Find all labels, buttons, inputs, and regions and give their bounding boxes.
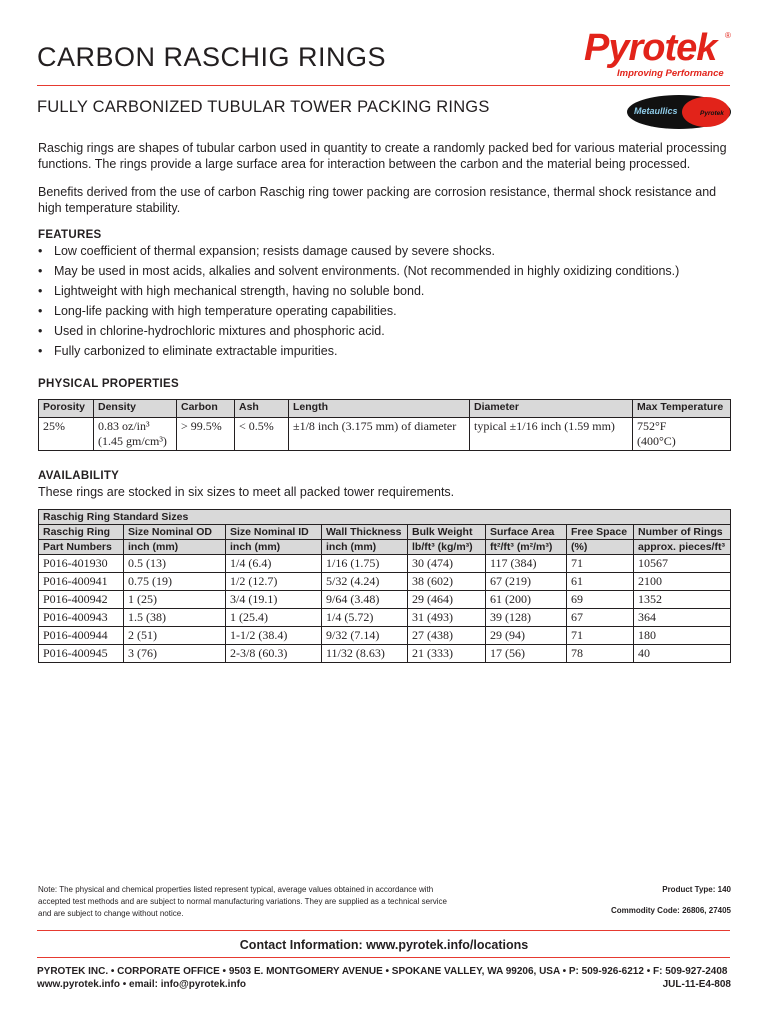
table-cell: 78: [567, 645, 634, 663]
column-header: Number of Rings: [634, 525, 731, 540]
table-cell: 1 (25.4): [226, 609, 322, 627]
table-cell: 71: [567, 627, 634, 645]
list-item: • Used in chlorine-hydrochloric mixtures and phosphoric acid.: [38, 322, 679, 342]
column-header: Diameter: [470, 400, 633, 418]
logo-tagline: Improving Performance: [617, 68, 724, 79]
table-cell: 0.75 (19): [124, 573, 226, 591]
table-cell: 11/32 (8.63): [322, 645, 408, 663]
column-header: Max Temperature: [633, 400, 731, 418]
column-header: Ash: [235, 400, 289, 418]
max-temp-c: (400°C): [637, 434, 676, 448]
table-cell: 17 (56): [486, 645, 567, 663]
table-row: [39, 573, 731, 591]
table-row: [39, 609, 731, 627]
features-heading: FEATURES: [38, 229, 102, 241]
table-cell: 3/4 (19.1): [226, 591, 322, 609]
table-cell: 1352: [634, 591, 731, 609]
registered-mark: ®: [725, 31, 731, 40]
intro-paragraph: Raschig rings are shapes of tubular carbon used in quantity to create a randomly packed bed for various material processing functions. The rings provide a large surface area for interaction between the carbon and the material being processed.: [38, 141, 727, 171]
availability-heading: AVAILABILITY: [38, 470, 120, 482]
diameter-value: typical ±1/16 inch (1.59 mm): [470, 418, 633, 451]
ash-value: < 0.5%: [235, 418, 289, 451]
features-list: [38, 242, 679, 362]
table-cell: 1/4 (6.4): [226, 555, 322, 573]
header-divider: [37, 85, 730, 86]
table-cell: 29 (464): [408, 591, 486, 609]
column-header: Raschig Ring: [39, 525, 124, 540]
table-cell: 0.5 (13): [124, 555, 226, 573]
table-cell: 29 (94): [486, 627, 567, 645]
table-units-row: [39, 540, 731, 555]
benefits-paragraph: Benefits derived from the use of carbon Raschig ring tower packing are corrosion resistance, thermal shock resistance and high temperature stability.: [38, 185, 717, 215]
table-cell: 27 (438): [408, 627, 486, 645]
part-number: P016-400945: [39, 645, 124, 663]
table-cell: 39 (128): [486, 609, 567, 627]
table-cell: 40: [634, 645, 731, 663]
physical-properties-heading: PHYSICAL PROPERTIES: [38, 378, 179, 390]
page-title: CARBON RASCHIG RINGS: [37, 42, 387, 72]
table-cell: 30 (474): [408, 555, 486, 573]
table-title: Raschig Ring Standard Sizes: [39, 510, 731, 525]
table-header-row: [39, 400, 731, 418]
table-cell: 9/32 (7.14): [322, 627, 408, 645]
table-cell: 2-3/8 (60.3): [226, 645, 322, 663]
column-header: Surface Area: [486, 525, 567, 540]
table-cell: 117 (384): [486, 555, 567, 573]
list-item: • Low coefficient of thermal expansion; resists damage caused by severe shocks.: [38, 242, 679, 262]
availability-text: These rings are stocked in six sizes to meet all packed tower requirements.: [38, 485, 455, 499]
standard-sizes-table: [38, 509, 731, 663]
badge-subtext: Pyrotek: [700, 110, 724, 117]
table-cell: 2100: [634, 573, 731, 591]
product-type: Product Type: 140: [662, 885, 731, 894]
table-cell: 5/32 (4.24): [322, 573, 408, 591]
footer-divider: [37, 930, 730, 931]
part-number: P016-401930: [39, 555, 124, 573]
table-row: [39, 591, 731, 609]
table-cell: 1/4 (5.72): [322, 609, 408, 627]
table-cell: 38 (602): [408, 573, 486, 591]
disclaimer-note: Note: The physical and chemical properties listed represent typical, average values obtained in accordance with accepted test methods and are subject to normal manufacturing variations. They are supplied as a technical service and are subject to change without notice.: [38, 885, 447, 918]
column-header: Size Nominal ID: [226, 525, 322, 540]
table-cell: 1/2 (12.7): [226, 573, 322, 591]
column-header: Porosity: [39, 400, 94, 418]
unit-header: inch (mm): [226, 540, 322, 555]
table-cell: 1 (25): [124, 591, 226, 609]
density-imperial: 0.83 oz/in³: [98, 419, 150, 433]
carbon-value: > 99.5%: [177, 418, 235, 451]
pyrotek-logo: [584, 27, 734, 81]
table-cell: 67: [567, 609, 634, 627]
company-address: PYROTEK INC. • CORPORATE OFFICE • 9503 E. MONTGOMERY AVENUE • SPOKANE VALLEY, WA 99206, USA • P: 509-926-6212 • F: 509-927-2408: [37, 966, 728, 977]
web-email: www.pyrotek.info • email: info@pyrotek.info: [37, 979, 247, 990]
table-body: [39, 555, 731, 663]
density-value: [94, 418, 177, 451]
table-header-row: [39, 525, 731, 540]
badge-text: Metaullics: [634, 106, 678, 116]
column-header: Part Numbers: [39, 540, 124, 555]
column-header: Bulk Weight: [408, 525, 486, 540]
list-item: • Long-life packing with high temperature operating capabilities.: [38, 302, 679, 322]
table-cell: 1-1/2 (38.4): [226, 627, 322, 645]
column-header: Length: [289, 400, 470, 418]
length-value: ±1/8 inch (3.175 mm) of diameter: [289, 418, 470, 451]
metaullics-badge: [626, 94, 732, 130]
list-item: • Fully carbonized to eliminate extractable impurities.: [38, 342, 679, 362]
table-cell: 2 (51): [124, 627, 226, 645]
column-header: Wall Thickness: [322, 525, 408, 540]
table-cell: 9/64 (3.48): [322, 591, 408, 609]
table-cell: 69: [567, 591, 634, 609]
unit-header: approx. pieces/ft³: [634, 540, 731, 555]
table-cell: 3 (76): [124, 645, 226, 663]
column-header: Density: [94, 400, 177, 418]
density-metric: (1.45 gm/cm³): [98, 434, 167, 448]
max-temp-f: 752°F: [637, 419, 667, 433]
table-row: [39, 627, 731, 645]
commodity-code: Commodity Code: 26806, 27405: [610, 906, 731, 915]
porosity-value: 25%: [39, 418, 94, 451]
table-cell: 1/16 (1.75): [322, 555, 408, 573]
table-row: [39, 645, 731, 663]
page-subtitle: FULLY CARBONIZED TUBULAR TOWER PACKING RINGS: [37, 98, 490, 116]
column-header: Carbon: [177, 400, 235, 418]
column-header: Free Space: [567, 525, 634, 540]
unit-header: inch (mm): [124, 540, 226, 555]
physical-properties-table: [38, 399, 731, 451]
part-number: P016-400943: [39, 609, 124, 627]
part-number: P016-400944: [39, 627, 124, 645]
footer-divider-2: [37, 957, 730, 958]
part-number: P016-400941: [39, 573, 124, 591]
table-cell: 61 (200): [486, 591, 567, 609]
table-cell: 71: [567, 555, 634, 573]
contact-information: Contact Information: www.pyrotek.info/locations: [239, 938, 529, 952]
table-cell: 1.5 (38): [124, 609, 226, 627]
list-item: • Lightweight with high mechanical strength, having no soluble bond.: [38, 282, 679, 302]
table-title-row: [39, 510, 731, 525]
unit-header: inch (mm): [322, 540, 408, 555]
table-cell: 364: [634, 609, 731, 627]
part-number: P016-400942: [39, 591, 124, 609]
table-cell: 61: [567, 573, 634, 591]
table-cell: 67 (219): [486, 573, 567, 591]
table-row: [39, 418, 731, 451]
list-item: • May be used in most acids, alkalies and solvent environments. (Not recommended in highly oxidizing conditions.): [38, 262, 679, 282]
document-code: JUL-11-E4-808: [662, 979, 731, 990]
table-cell: 180: [634, 627, 731, 645]
table-cell: 21 (333): [408, 645, 486, 663]
logo-wordmark: Pyrotek: [584, 27, 717, 69]
table-cell: 31 (493): [408, 609, 486, 627]
unit-header: ft²/ft³ (m²/m³): [486, 540, 567, 555]
table-cell: 10567: [634, 555, 731, 573]
max-temperature-value: [633, 418, 731, 451]
column-header: Size Nominal OD: [124, 525, 226, 540]
table-row: [39, 555, 731, 573]
unit-header: (%): [567, 540, 634, 555]
unit-header: lb/ft³ (kg/m³): [408, 540, 486, 555]
